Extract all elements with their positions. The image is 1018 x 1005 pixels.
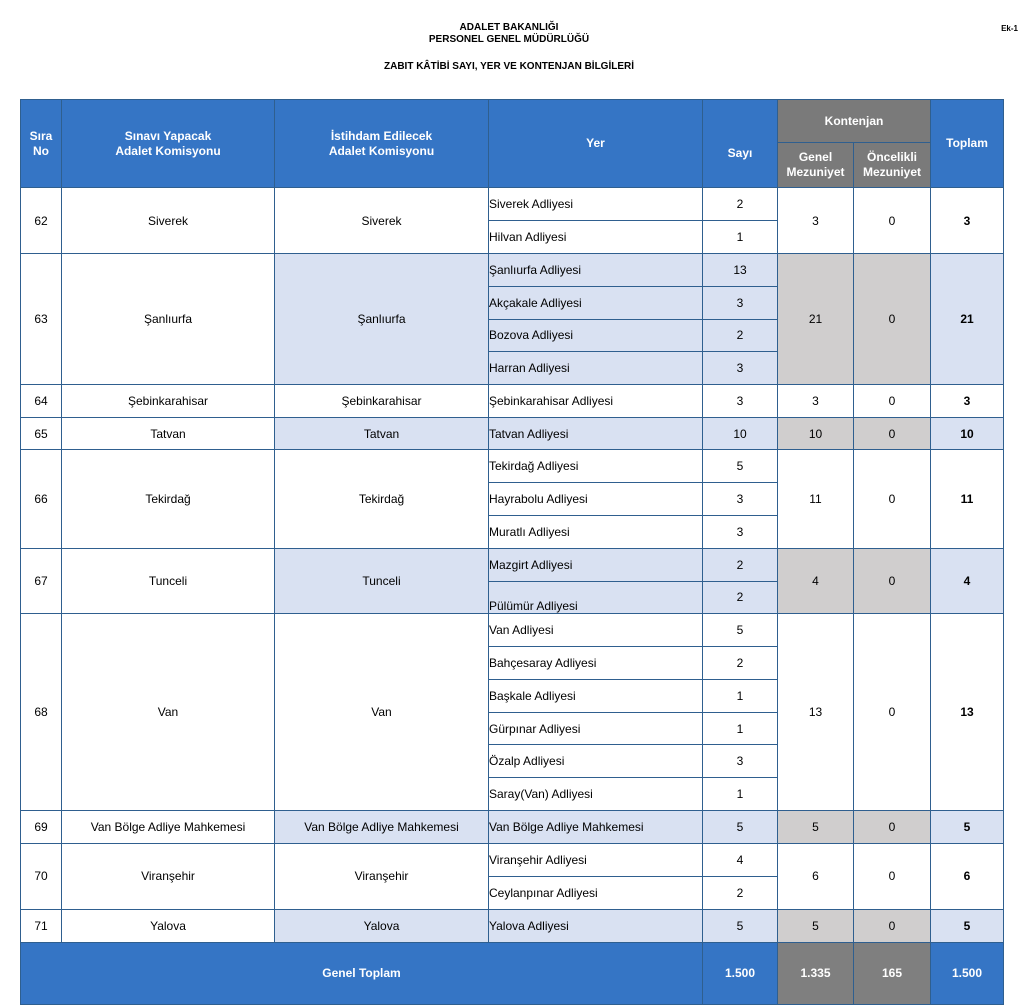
yer-cell: Saray(Van) Adliyesi (489, 778, 703, 811)
yer-cell: Yalova Adliyesi (489, 909, 703, 942)
sayi-cell: 5 (703, 614, 778, 647)
yer-cell: Başkale Adliyesi (489, 679, 703, 712)
toplam-cell: 5 (931, 810, 1004, 843)
sayi-cell: 1 (703, 712, 778, 745)
annex-label: Ek-1 (1001, 24, 1018, 33)
sinavi-komisyon-cell: Van Bölge Adliye Mahkemesi (62, 810, 275, 843)
sayi-cell: 3 (703, 352, 778, 385)
table-row (21, 384, 1004, 417)
sinavi-komisyon-cell: Tekirdağ (62, 450, 275, 548)
oncelikli-mezuniyet-cell: 0 (854, 188, 931, 254)
oncelikli-mezuniyet-cell: 0 (854, 254, 931, 385)
genel-mezuniyet-cell: 3 (778, 188, 854, 254)
istihdam-komisyon-cell: Yalova (275, 909, 489, 942)
total-label: Genel Toplam (21, 942, 703, 1004)
sira-no-cell: 68 (21, 614, 62, 811)
yer-cell: Tatvan Adliyesi (489, 417, 703, 450)
document-title: ZABIT KÂTİBİ SAYI, YER VE KONTENJAN BİLGİLERİ (383, 61, 635, 72)
yer-cell: Hayrabolu Adliyesi (489, 482, 703, 515)
yer-cell: Şanlıurfa Adliyesi (489, 254, 703, 287)
toplam-cell: 3 (931, 188, 1004, 254)
yer-cell: Tekirdağ Adliyesi (489, 450, 703, 483)
yer-cell: Harran Adliyesi (489, 352, 703, 385)
oncelikli-mezuniyet-cell: 0 (854, 909, 931, 942)
table-row (21, 548, 1004, 581)
table-body (21, 188, 1004, 1005)
col-oncelikli-mezuniyet: Öncelikli Mezuniyet (854, 143, 931, 188)
yer-cell: Özalp Adliyesi (489, 745, 703, 778)
col-sayi: Sayı (703, 100, 778, 188)
sinavi-komisyon-cell: Şebinkarahisar (62, 384, 275, 417)
genel-mezuniyet-cell: 4 (778, 548, 854, 614)
sinavi-komisyon-cell: Viranşehir (62, 843, 275, 909)
genel-mezuniyet-cell: 5 (778, 810, 854, 843)
sinavi-komisyon-cell: Şanlıurfa (62, 254, 275, 385)
col-kontenjan: Kontenjan (778, 100, 931, 143)
genel-mezuniyet-cell: 21 (778, 254, 854, 385)
sayi-cell: 2 (703, 647, 778, 680)
istihdam-komisyon-cell: Siverek (275, 188, 489, 254)
sayi-cell: 5 (703, 810, 778, 843)
toplam-cell: 10 (931, 417, 1004, 450)
table-row (21, 810, 1004, 843)
istihdam-komisyon-cell: Şebinkarahisar (275, 384, 489, 417)
sayi-cell: 2 (703, 319, 778, 352)
sayi-cell: 1 (703, 778, 778, 811)
yer-cell: Pülümür Adliyesi (489, 581, 703, 614)
yer-cell: Van Bölge Adliye Mahkemesi (489, 810, 703, 843)
table-row (21, 254, 1004, 287)
sira-no-cell: 64 (21, 384, 62, 417)
col-genel-mezuniyet: Genel Mezuniyet (778, 143, 854, 188)
sira-no-cell: 70 (21, 843, 62, 909)
sayi-cell: 5 (703, 909, 778, 942)
sinavi-komisyon-cell: Tatvan (62, 417, 275, 450)
yer-cell: Hilvan Adliyesi (489, 221, 703, 254)
total-toplam: 1.500 (931, 942, 1004, 1004)
table-row (21, 188, 1004, 221)
toplam-cell: 21 (931, 254, 1004, 385)
yer-cell: Şebinkarahisar Adliyesi (489, 384, 703, 417)
sira-no-cell: 71 (21, 909, 62, 942)
col-toplam: Toplam (931, 100, 1004, 188)
sira-no-cell: 69 (21, 810, 62, 843)
table-row (21, 450, 1004, 483)
sayi-cell: 13 (703, 254, 778, 287)
sinavi-komisyon-cell: Yalova (62, 909, 275, 942)
table-row (21, 843, 1004, 876)
yer-cell: Ceylanpınar Adliyesi (489, 876, 703, 909)
yer-cell: Bozova Adliyesi (489, 319, 703, 352)
istihdam-komisyon-cell: Tunceli (275, 548, 489, 614)
sayi-cell: 5 (703, 450, 778, 483)
istihdam-komisyon-cell: Van Bölge Adliye Mahkemesi (275, 810, 489, 843)
toplam-cell: 13 (931, 614, 1004, 811)
sayi-cell: 2 (703, 876, 778, 909)
sira-no-cell: 65 (21, 417, 62, 450)
sayi-cell: 3 (703, 287, 778, 320)
yer-cell: Akçakale Adliyesi (489, 287, 703, 320)
genel-mezuniyet-cell: 11 (778, 450, 854, 548)
sira-no-cell: 62 (21, 188, 62, 254)
sayi-cell: 2 (703, 188, 778, 221)
sayi-cell: 10 (703, 417, 778, 450)
istihdam-komisyon-cell: Tatvan (275, 417, 489, 450)
sayi-cell: 3 (703, 482, 778, 515)
oncelikli-mezuniyet-cell: 0 (854, 614, 931, 811)
sayi-cell: 3 (703, 515, 778, 548)
yer-cell: Mazgirt Adliyesi (489, 548, 703, 581)
sira-no-cell: 66 (21, 450, 62, 548)
yer-cell: Viranşehir Adliyesi (489, 843, 703, 876)
total-sayi: 1.500 (703, 942, 778, 1004)
yer-cell: Muratlı Adliyesi (489, 515, 703, 548)
sinavi-komisyon-cell: Van (62, 614, 275, 811)
sayi-cell: 2 (703, 548, 778, 581)
yer-cell: Gürpınar Adliyesi (489, 712, 703, 745)
genel-mezuniyet-cell: 13 (778, 614, 854, 811)
sayi-cell: 1 (703, 679, 778, 712)
yer-cell: Bahçesaray Adliyesi (489, 647, 703, 680)
toplam-cell: 4 (931, 548, 1004, 614)
col-sinavi: Sınavı Yapacak Adalet Komisyonu (62, 100, 275, 188)
toplam-cell: 3 (931, 384, 1004, 417)
genel-mezuniyet-cell: 3 (778, 384, 854, 417)
istihdam-komisyon-cell: Viranşehir (275, 843, 489, 909)
sayi-cell: 3 (703, 745, 778, 778)
department-title: PERSONEL GENEL MÜDÜRLÜĞÜ (428, 34, 590, 45)
genel-mezuniyet-cell: 5 (778, 909, 854, 942)
total-row (21, 942, 1004, 1004)
istihdam-komisyon-cell: Van (275, 614, 489, 811)
genel-mezuniyet-cell: 10 (778, 417, 854, 450)
yer-cell: Van Adliyesi (489, 614, 703, 647)
toplam-cell: 11 (931, 450, 1004, 548)
oncelikli-mezuniyet-cell: 0 (854, 843, 931, 909)
yer-cell: Siverek Adliyesi (489, 188, 703, 221)
total-genel-mezuniyet: 1.335 (778, 942, 854, 1004)
sayi-cell: 4 (703, 843, 778, 876)
oncelikli-mezuniyet-cell: 0 (854, 450, 931, 548)
oncelikli-mezuniyet-cell: 0 (854, 417, 931, 450)
sayi-cell: 3 (703, 384, 778, 417)
toplam-cell: 5 (931, 909, 1004, 942)
col-istihdam: İstihdam Edilecek Adalet Komisyonu (275, 100, 489, 188)
sayi-cell: 1 (703, 221, 778, 254)
table-row (21, 909, 1004, 942)
sinavi-komisyon-cell: Siverek (62, 188, 275, 254)
oncelikli-mezuniyet-cell: 0 (854, 548, 931, 614)
istihdam-komisyon-cell: Tekirdağ (275, 450, 489, 548)
col-sira: Sıra No (21, 100, 62, 188)
table-row (21, 417, 1004, 450)
table-row (21, 614, 1004, 647)
quota-table (20, 99, 1004, 1005)
sira-no-cell: 67 (21, 548, 62, 614)
sira-no-cell: 63 (21, 254, 62, 385)
genel-mezuniyet-cell: 6 (778, 843, 854, 909)
ministry-title: ADALET BAKANLIĞI (459, 22, 559, 33)
oncelikli-mezuniyet-cell: 0 (854, 810, 931, 843)
sayi-cell: 2 (703, 581, 778, 614)
istihdam-komisyon-cell: Şanlıurfa (275, 254, 489, 385)
sinavi-komisyon-cell: Tunceli (62, 548, 275, 614)
toplam-cell: 6 (931, 843, 1004, 909)
oncelikli-mezuniyet-cell: 0 (854, 384, 931, 417)
col-yer: Yer (489, 100, 703, 188)
total-oncelikli-mezuniyet: 165 (854, 942, 931, 1004)
